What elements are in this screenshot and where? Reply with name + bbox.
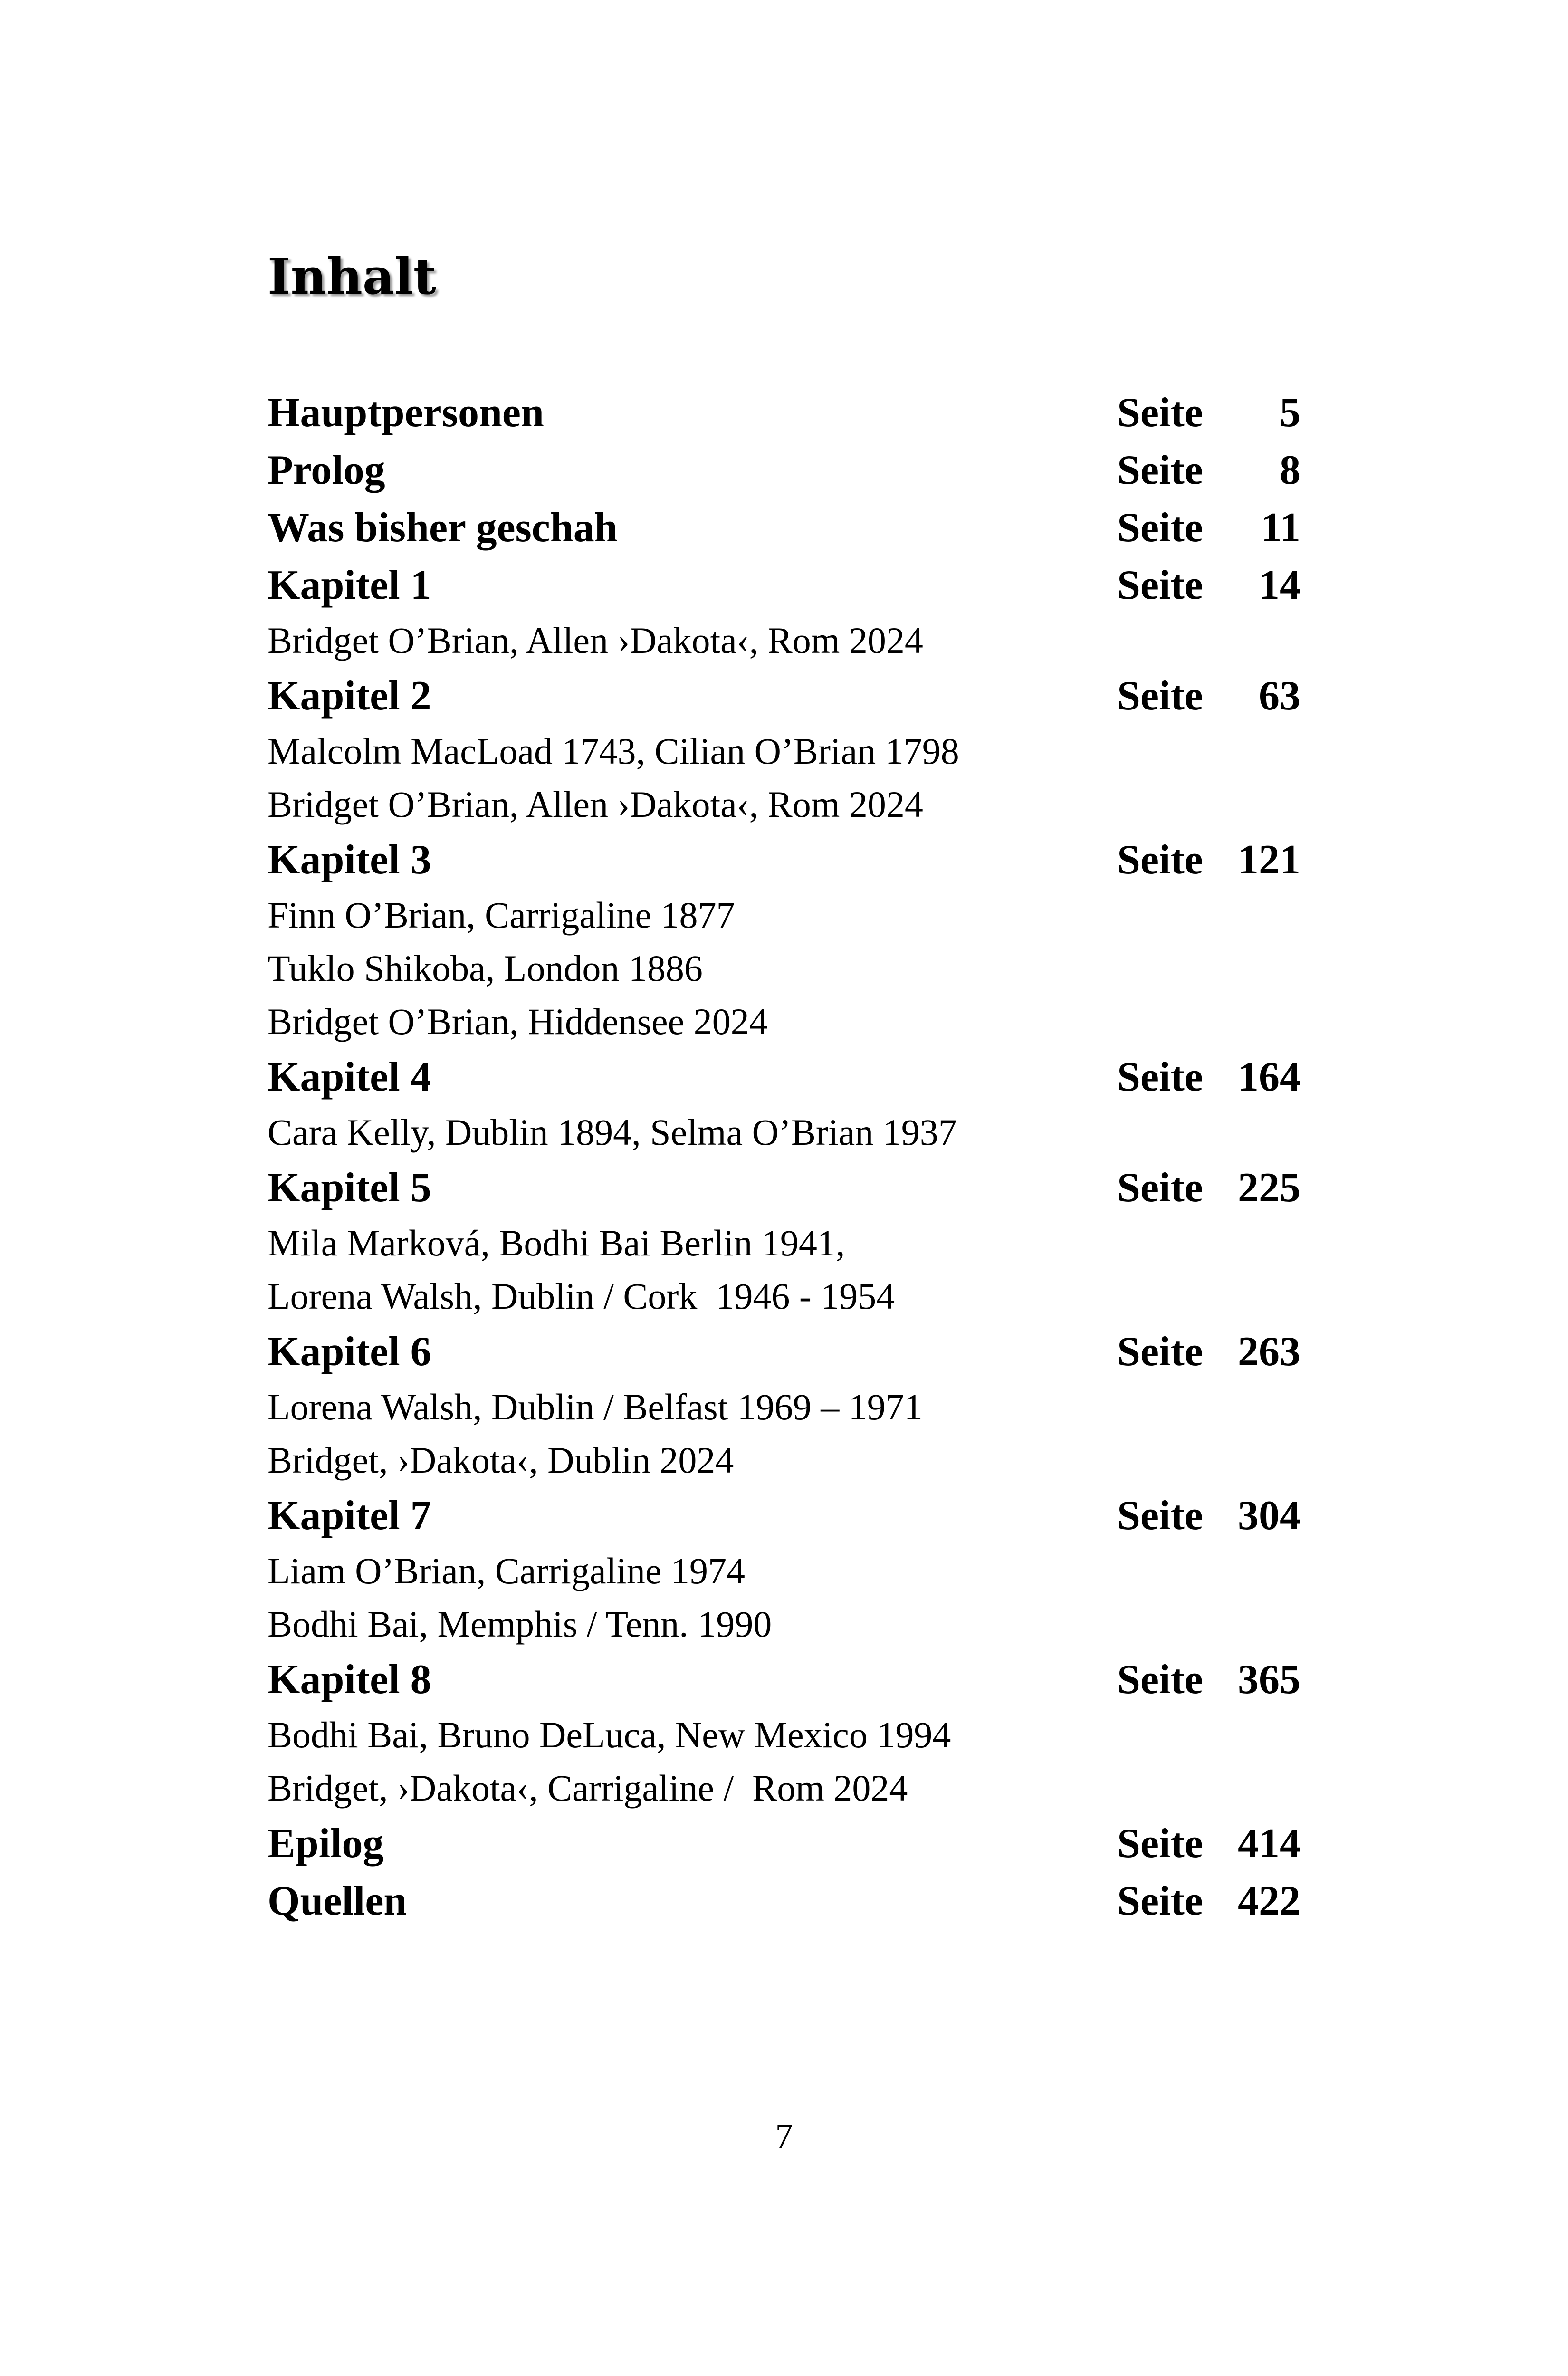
- page-title: Inhalt: [268, 247, 436, 306]
- toc-entry: [268, 831, 1300, 889]
- toc-entry-title: Kapitel 2: [268, 673, 431, 719]
- toc-entry-seite-label: Seite: [1117, 1820, 1203, 1867]
- toc-subentry: [268, 1270, 1300, 1323]
- toc-subentry-text: Bodhi Bai, Memphis / Tenn. 1990: [268, 1603, 772, 1645]
- toc-entry-page-number: 414: [1238, 1820, 1300, 1867]
- toc-entry: [268, 667, 1300, 725]
- toc-subentry-text: Lorena Walsh, Dublin / Cork 1946 - 1954: [268, 1275, 895, 1317]
- toc-subentry-text: Bridget O’Brian, Allen ›Dakota‹, Rom 2024: [268, 620, 923, 661]
- toc-subentry: [268, 1762, 1300, 1815]
- toc-subentry: [268, 942, 1300, 995]
- toc-entry: [268, 1872, 1300, 1930]
- toc-entry-title: Hauptpersonen: [268, 390, 544, 436]
- toc-entry-title: Quellen: [268, 1878, 407, 1924]
- toc-entry-seite-label: Seite: [1117, 1329, 1203, 1375]
- toc-entry: [268, 1815, 1300, 1872]
- toc-entry-seite-label: Seite: [1117, 505, 1203, 551]
- toc-entry-title: Kapitel 4: [268, 1054, 431, 1100]
- toc-subentry: [268, 1106, 1300, 1159]
- toc-entry: [268, 499, 1300, 556]
- toc-entry-page-number: 365: [1238, 1657, 1300, 1703]
- toc-entry-page-number: 263: [1238, 1329, 1300, 1375]
- toc-subentry-text: Cara Kelly, Dublin 1894, Selma O’Brian 1937: [268, 1111, 957, 1153]
- toc-subentry-text: Finn O’Brian, Carrigaline 1877: [268, 894, 735, 936]
- toc-entry: [268, 556, 1300, 614]
- toc-entry-title: Kapitel 6: [268, 1329, 431, 1375]
- toc-subentry: [268, 1380, 1300, 1434]
- toc-entry-page-number: 304: [1238, 1493, 1300, 1539]
- toc-entry: [268, 441, 1300, 499]
- toc-subentry-text: Malcolm MacLoad 1743, Cilian O’Brian 1798: [268, 730, 959, 772]
- toc-entry-seite-label: Seite: [1117, 390, 1203, 436]
- toc-entry-seite-label: Seite: [1117, 1493, 1203, 1539]
- toc-entry-seite-label: Seite: [1117, 1878, 1203, 1924]
- toc-entry-page-number: 5: [1280, 390, 1300, 436]
- toc-subentry-text: Tuklo Shikoba, London 1886: [268, 948, 703, 989]
- toc-subentry-text: Bridget, ›Dakota‹, Carrigaline / Rom 2024: [268, 1767, 908, 1809]
- toc-subentry-text: Bridget O’Brian, Hiddensee 2024: [268, 1001, 768, 1042]
- toc-subentry: [268, 1217, 1300, 1270]
- toc-entry-title: Kapitel 8: [268, 1657, 431, 1703]
- toc-subentry: [268, 995, 1300, 1048]
- toc-subentry: [268, 1598, 1300, 1651]
- toc-entry-page-number: 8: [1280, 447, 1300, 493]
- toc-entry-seite-label: Seite: [1117, 1657, 1203, 1703]
- toc-entry-seite-label: Seite: [1117, 1054, 1203, 1100]
- toc-entry-page-number: 14: [1259, 562, 1300, 608]
- toc-entry-seite-label: Seite: [1117, 562, 1203, 608]
- toc-entry-page-number: 63: [1259, 673, 1300, 719]
- toc-entry-page-number: 121: [1238, 837, 1300, 883]
- toc-entry-title: Kapitel 7: [268, 1493, 431, 1539]
- toc-subentry-text: Bridget, ›Dakota‹, Dublin 2024: [268, 1439, 734, 1481]
- toc-entry-title: Kapitel 3: [268, 837, 431, 883]
- toc-subentry: [268, 1544, 1300, 1598]
- toc-subentry: [268, 889, 1300, 942]
- page-number: 7: [775, 2117, 793, 2156]
- toc-entry-title: Kapitel 5: [268, 1165, 431, 1211]
- toc-entry: [268, 1487, 1300, 1544]
- toc-entry-seite-label: Seite: [1117, 1165, 1203, 1211]
- toc-entry: [268, 384, 1300, 441]
- toc-subentry-text: Bridget O’Brian, Allen ›Dakota‹, Rom 2024: [268, 784, 923, 825]
- toc-entry-page-number: 422: [1238, 1878, 1300, 1924]
- toc-entry-seite-label: Seite: [1117, 673, 1203, 719]
- toc-subentry: [268, 1434, 1300, 1487]
- toc-entry-page-number: 164: [1238, 1054, 1300, 1100]
- toc-subentry: [268, 614, 1300, 667]
- table-of-contents: [268, 384, 1300, 1930]
- toc-entry: [268, 1323, 1300, 1380]
- toc-subentry-text: Mila Marková, Bodhi Bai Berlin 1941,: [268, 1222, 845, 1264]
- toc-subentry: [268, 1708, 1300, 1762]
- toc-entry-title: Was bisher geschah: [268, 505, 618, 551]
- toc-entry-title: Epilog: [268, 1820, 384, 1867]
- toc-entry: [268, 1048, 1300, 1106]
- toc-entry-page-number: 225: [1238, 1165, 1300, 1211]
- toc-entry: [268, 1651, 1300, 1708]
- toc-entry-seite-label: Seite: [1117, 837, 1203, 883]
- toc-entry-page-number: 11: [1261, 505, 1300, 551]
- toc-entry-seite-label: Seite: [1117, 447, 1203, 493]
- toc-subentry: [268, 725, 1300, 778]
- toc-subentry-text: Lorena Walsh, Dublin / Belfast 1969 – 1971: [268, 1386, 923, 1428]
- toc-entry: [268, 1159, 1300, 1217]
- toc-entry-title: Prolog: [268, 447, 385, 493]
- toc-subentry-text: Bodhi Bai, Bruno DeLuca, New Mexico 1994: [268, 1714, 951, 1755]
- toc-subentry-text: Liam O’Brian, Carrigaline 1974: [268, 1550, 746, 1591]
- toc-subentry: [268, 778, 1300, 831]
- toc-entry-title: Kapitel 1: [268, 562, 431, 608]
